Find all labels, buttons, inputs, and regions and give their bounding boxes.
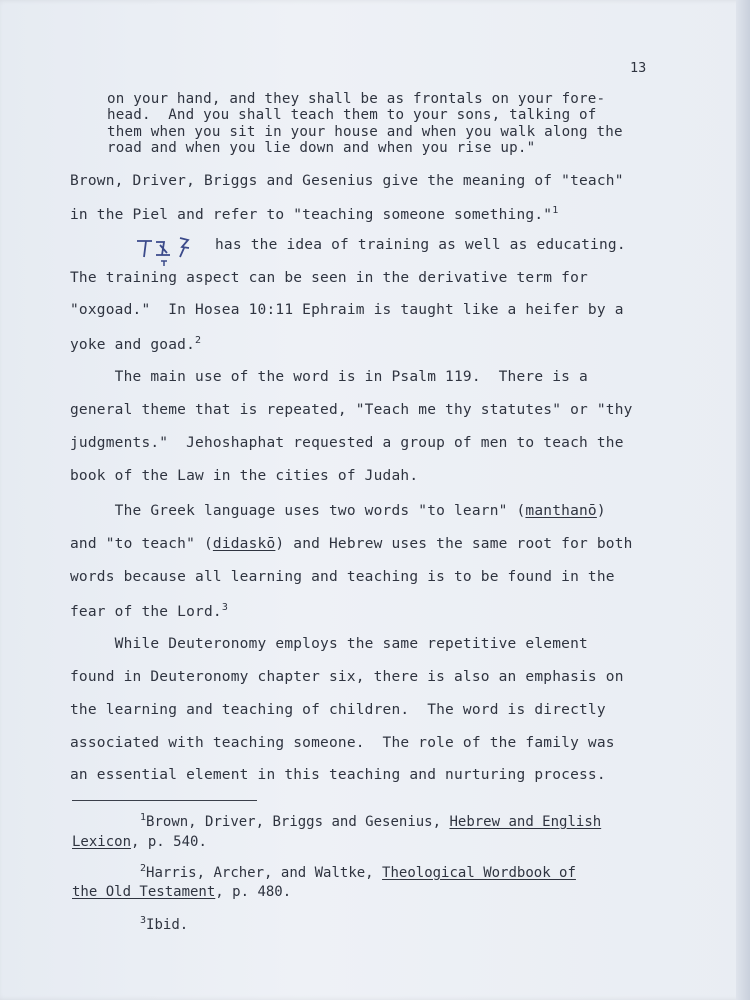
page-number: 13: [630, 60, 647, 76]
footnote-separator: [72, 800, 257, 801]
footnote-ref: 3: [221, 602, 229, 613]
footnote-1-cont: Lexicon, p. 540.: [72, 834, 207, 850]
body-line: words because all learning and teaching is to be found in the: [70, 569, 615, 585]
body-line: associated with teaching someone. The role of the family was: [70, 735, 615, 751]
body-line: and "to teach" (didaskō) and Hebrew uses the same root for both: [70, 536, 633, 552]
handwritten-hebrew-word: [134, 233, 204, 269]
footnote-2: $^2$Harris, Archer, and Waltke, Theological Wordbook of: [140, 863, 576, 881]
footnote-2-cont: the Old Testament, p. 480.: [72, 884, 292, 900]
body-line: general theme that is repeated, "Teach me thy statutes" or "thy: [70, 402, 633, 418]
quote-line: head. And you shall teach them to your sons, talking of: [107, 107, 597, 123]
body-line: Brown, Driver, Briggs and Gesenius give the meaning of "teach": [70, 173, 624, 189]
footnote-3: $^3$Ibid.: [140, 915, 189, 933]
body-line: While Deuteronomy employs the same repetitive element: [70, 636, 588, 652]
body-line: has the idea of training as well as educating.: [215, 237, 626, 253]
footnote-1: $^1$Brown, Driver, Briggs and Gesenius, Hebrew and English: [140, 812, 602, 830]
body-line: The training aspect can be seen in the derivative term for: [70, 270, 588, 286]
body-line: book of the Law in the cities of Judah.: [70, 468, 419, 484]
quote-line: them when you sit in your house and when you walk along the: [107, 124, 623, 140]
body-line: judgments." Jehoshaphat requested a group of men to teach the: [70, 435, 624, 451]
quote-line: on your hand, and they shall be as frontals on your fore-: [107, 91, 606, 107]
body-line: "oxgoad." In Hosea 10:11 Ephraim is taught like a heifer by a: [70, 302, 624, 318]
greek-term: manthanō: [525, 503, 597, 519]
greek-term: didaskō: [212, 536, 276, 552]
page-edge: [736, 0, 750, 1000]
body-line: in the Piel and refer to "teaching someone something."$^1$: [70, 205, 559, 223]
body-line: an essential element in this teaching and nurturing process.: [70, 767, 606, 783]
body-line: yoke and goad.$^2$: [70, 335, 202, 353]
body-line: the learning and teaching of children. The word is directly: [70, 702, 606, 718]
body-line: The Greek language uses two words "to learn" (manthanō): [70, 503, 606, 519]
body-line: found in Deuteronomy chapter six, there is also an emphasis on: [70, 669, 624, 685]
quote-line: road and when you lie down and when you rise up.": [107, 140, 536, 156]
footnote-ref: 2: [195, 335, 202, 346]
body-line: fear of the Lord.$^3$: [70, 602, 229, 620]
body-line: The main use of the word is in Psalm 119. There is a: [70, 369, 588, 385]
footnote-ref: 1: [552, 205, 559, 216]
